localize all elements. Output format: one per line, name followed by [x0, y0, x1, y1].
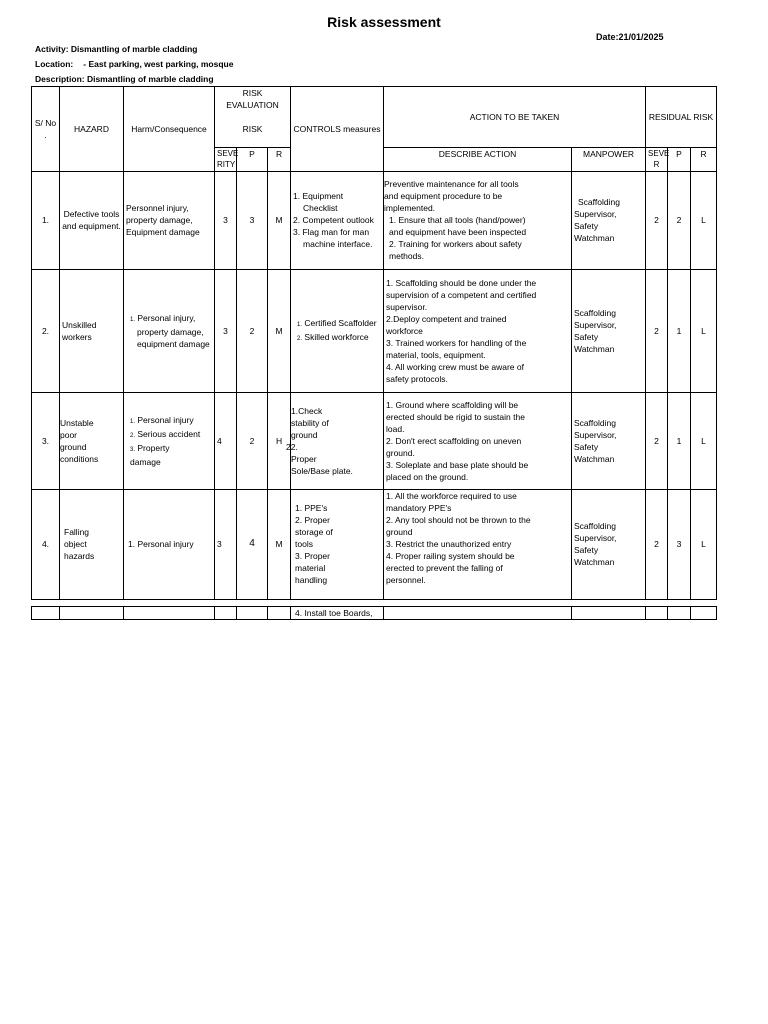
- row-sno: 1.: [32, 171, 60, 269]
- row-r: H: [268, 392, 291, 489]
- harm-line: Property: [137, 442, 170, 453]
- document-date: Date:21/01/2025: [596, 32, 664, 42]
- header-res-r: R: [691, 147, 717, 171]
- row-manpower: [572, 171, 646, 269]
- row-sno: 4.: [32, 489, 60, 599]
- row-harm: [124, 171, 215, 269]
- row-controls: [291, 171, 384, 269]
- table-row: [32, 269, 717, 392]
- hazard-line: hazards: [64, 551, 95, 561]
- manpower-line: Watchman: [574, 343, 615, 354]
- harm-number: 1.: [130, 418, 136, 425]
- row-hazard: Defective tools and equipment.: [60, 171, 124, 269]
- row-res-severity: 2: [646, 489, 668, 599]
- empty-cell: [268, 607, 291, 620]
- control-line: 3. Flag man for man: [293, 227, 370, 237]
- control-line: Certified Scaffolder: [304, 317, 377, 328]
- manpower-line: Scaffolding: [574, 307, 616, 318]
- action-line: material, tools, equipment.: [386, 349, 486, 360]
- row-p: 2: [237, 269, 268, 392]
- row-harm: [124, 392, 215, 489]
- empty-cell: [60, 607, 124, 620]
- manpower-line: Scaffolding: [574, 521, 616, 531]
- row-harm: 1. Personal injury: [124, 489, 215, 599]
- action-line: and equipment procedure to be: [384, 191, 503, 201]
- header-controls: CONTROLS measures: [291, 87, 384, 172]
- row-severity: 3: [215, 489, 237, 599]
- action-line: 4. Proper railing system should be: [386, 550, 515, 561]
- action-line: supervision of a competent and certified: [386, 289, 537, 300]
- hazard-line: Unstable: [60, 417, 94, 428]
- action-line: 2. Don't erect scaffolding on uneven: [386, 435, 522, 446]
- row-res-severity: 2: [646, 171, 668, 269]
- action-line: 2. Any tool should not be thrown to the: [386, 514, 531, 525]
- control-line: 2. Proper: [295, 515, 330, 525]
- row-p: 2: [237, 392, 268, 489]
- row-manpower: [572, 269, 646, 392]
- action-line: erected should be rigid to sustain the: [386, 411, 525, 422]
- row-sno: 2.: [32, 269, 60, 392]
- header-manpower: MANPOWER: [572, 147, 646, 171]
- row-res-p: 1: [668, 392, 691, 489]
- action-line: placed on the ground.: [386, 471, 469, 482]
- action-line: 2. Training for workers about safety: [389, 239, 522, 249]
- row-hazard: [60, 392, 124, 489]
- header-residual-risk: RESIDUAL RISK: [646, 87, 717, 148]
- manpower-line: Scaffolding: [578, 197, 620, 207]
- description-line: Description: Dismantling of marble cladding: [35, 74, 214, 84]
- row-r: M: [268, 171, 291, 269]
- action-line: ground.: [386, 447, 415, 458]
- row-manpower: [572, 392, 646, 489]
- row-r: M: [268, 269, 291, 392]
- control-number: 2.: [297, 335, 303, 342]
- action-line: 1. All the workforce required to use: [386, 490, 517, 501]
- document-title: Risk assessment: [327, 14, 441, 30]
- control-line: machine interface.: [303, 239, 373, 249]
- row-manpower: [572, 489, 646, 599]
- control-line: tools: [295, 539, 313, 549]
- manpower-line: Safety: [574, 545, 599, 555]
- header-action: ACTION TO BE TAKEN: [384, 87, 646, 148]
- empty-cell: [215, 607, 237, 620]
- row-action: [384, 171, 572, 269]
- control-number: 1.: [297, 321, 303, 328]
- table-row: [32, 607, 717, 620]
- row-controls: [291, 489, 384, 599]
- action-line: methods.: [389, 251, 424, 261]
- location-label: Location:: [35, 59, 74, 69]
- action-line: 3. Trained workers for handling of the: [386, 337, 527, 348]
- header-p: P: [237, 147, 268, 171]
- harm-line: Equipment damage: [126, 227, 200, 237]
- row-res-severity: 2: [646, 392, 668, 489]
- control-line: 3. Proper: [295, 551, 330, 561]
- harm-line: Personal injury,: [137, 312, 196, 323]
- action-line: supervisor.: [386, 301, 428, 312]
- control-line: stability of: [291, 417, 329, 428]
- empty-cell: [691, 607, 717, 620]
- harm-line: equipment damage: [137, 338, 210, 349]
- row-r: M: [268, 489, 291, 599]
- action-line: 1. Scaffolding should be done under the: [386, 277, 537, 288]
- table-row: [32, 489, 717, 599]
- row-severity: 3: [215, 171, 237, 269]
- action-line: load.: [386, 423, 405, 434]
- header-risk-evaluation: RISK EVALUATION: [215, 87, 291, 112]
- row-action: [384, 392, 572, 489]
- manpower-line: Watchman: [574, 557, 615, 567]
- manpower-line: Safety: [574, 331, 599, 342]
- action-line: Preventive maintenance for all tools: [384, 179, 519, 189]
- action-line: erected to prevent the falling of: [386, 562, 503, 573]
- row-res-severity: 2: [646, 269, 668, 392]
- row-severity: 3: [215, 269, 237, 392]
- harm-line: Personal injury: [137, 414, 194, 425]
- action-line: and equipment have been inspected: [389, 227, 527, 237]
- table-row: [32, 392, 717, 489]
- row-res-p: 1: [668, 269, 691, 392]
- empty-cell: [646, 607, 668, 620]
- row-p: 4: [237, 489, 268, 599]
- manpower-line: Watchman: [574, 233, 615, 243]
- header-harm: Harm/Consequence: [124, 87, 215, 172]
- control-line: Skilled workforce: [304, 331, 369, 342]
- control-line: Sole/Base plate.: [291, 465, 353, 476]
- control-line: 22.: [286, 441, 298, 452]
- harm-line: damage: [130, 456, 161, 467]
- hazard-line: poor: [60, 429, 78, 440]
- row-res-r: L: [691, 392, 717, 489]
- location-line: [35, 59, 233, 69]
- control-line: material: [295, 563, 326, 573]
- empty-cell: [32, 607, 60, 620]
- row-res-r: L: [691, 269, 717, 392]
- harm-number: 3.: [130, 446, 136, 453]
- harm-line: property damage,: [126, 215, 193, 225]
- manpower-line: Safety: [574, 221, 599, 231]
- location-value: - East parking, west parking, mosque: [83, 59, 234, 69]
- manpower-line: Supervisor,: [574, 429, 617, 440]
- control-line: ground: [291, 429, 318, 440]
- continuation-table: [31, 606, 717, 620]
- row-harm: [124, 269, 215, 392]
- row-res-r: L: [691, 489, 717, 599]
- harm-line: Personnel injury,: [126, 203, 189, 213]
- control-line: 1. Equipment: [293, 191, 344, 201]
- manpower-line: Safety: [574, 441, 599, 452]
- row-res-r: L: [691, 171, 717, 269]
- harm-number: 2.: [130, 432, 136, 439]
- row-sno: 3.: [32, 392, 60, 489]
- action-line: 4. All working crew must be aware of: [386, 361, 524, 372]
- header-sno: S/ No .: [32, 87, 60, 172]
- action-line: personnel.: [386, 574, 426, 585]
- hazard-line: Falling: [64, 527, 90, 537]
- row-action: [384, 489, 572, 599]
- action-line: implemented.: [384, 203, 436, 213]
- harm-line: property damage,: [137, 326, 204, 337]
- header-r: R: [268, 147, 291, 171]
- manpower-line: Watchman: [574, 453, 615, 464]
- row-controls: 4. Install toe Boards,: [291, 607, 384, 620]
- row-p: 3: [237, 171, 268, 269]
- action-line: 3. Restrict the unauthorized entry: [386, 538, 512, 549]
- hazard-line: conditions: [60, 453, 99, 464]
- hazard-line: object: [64, 539, 87, 549]
- harm-line: Serious accident: [137, 428, 201, 439]
- header-res-p: P: [668, 147, 691, 171]
- activity-line: Activity: Dismantling of marble cladding: [35, 44, 198, 54]
- header-describe-action: DESCRIBE ACTION: [384, 147, 572, 171]
- risk-assessment-table: [31, 86, 717, 600]
- control-line: 2. Competent outlook: [293, 215, 374, 225]
- row-severity: 4: [215, 392, 237, 489]
- action-line: ground: [386, 526, 413, 537]
- action-line: 2.Deploy competent and trained: [386, 313, 507, 324]
- row-hazard: [60, 489, 124, 599]
- header-severity: SEVE RITY: [215, 147, 237, 171]
- empty-cell: [124, 607, 215, 620]
- control-line: 1.Check: [291, 405, 323, 416]
- manpower-line: Supervisor,: [574, 319, 617, 330]
- manpower-line: Supervisor,: [574, 209, 617, 219]
- control-line: Checklist: [303, 203, 338, 213]
- action-line: safety protocols.: [386, 373, 448, 384]
- action-line: 1. Ensure that all tools (hand/power): [389, 215, 526, 225]
- empty-cell: [572, 607, 646, 620]
- header-risk: RISK: [215, 111, 291, 147]
- action-line: workforce: [386, 325, 423, 336]
- manpower-line: Supervisor,: [574, 533, 617, 543]
- row-controls: [291, 269, 384, 392]
- header-hazard: HAZARD: [60, 87, 124, 172]
- row-res-p: 3: [668, 489, 691, 599]
- control-line: Proper: [291, 453, 317, 464]
- row-controls: [286, 392, 384, 489]
- row-action: [384, 269, 572, 392]
- table-row: [32, 171, 717, 269]
- empty-cell: [237, 607, 268, 620]
- control-line: 1. PPE's: [295, 503, 328, 513]
- control-line: storage of: [295, 527, 333, 537]
- action-line: 1. Ground where scaffolding will be: [386, 399, 519, 410]
- header-res-severity: SEVE R: [646, 147, 668, 171]
- action-line: 3. Soleplate and base plate should be: [386, 459, 529, 470]
- empty-cell: [384, 607, 572, 620]
- row-res-p: 2: [668, 171, 691, 269]
- empty-cell: [668, 607, 691, 620]
- hazard-line: ground: [60, 441, 87, 452]
- control-line: handling: [295, 575, 328, 585]
- action-line: mandatory PPE's: [386, 502, 452, 513]
- manpower-line: Scaffolding: [574, 417, 616, 428]
- harm-number: 1.: [130, 316, 136, 323]
- row-hazard: Unskilled workers: [60, 269, 124, 392]
